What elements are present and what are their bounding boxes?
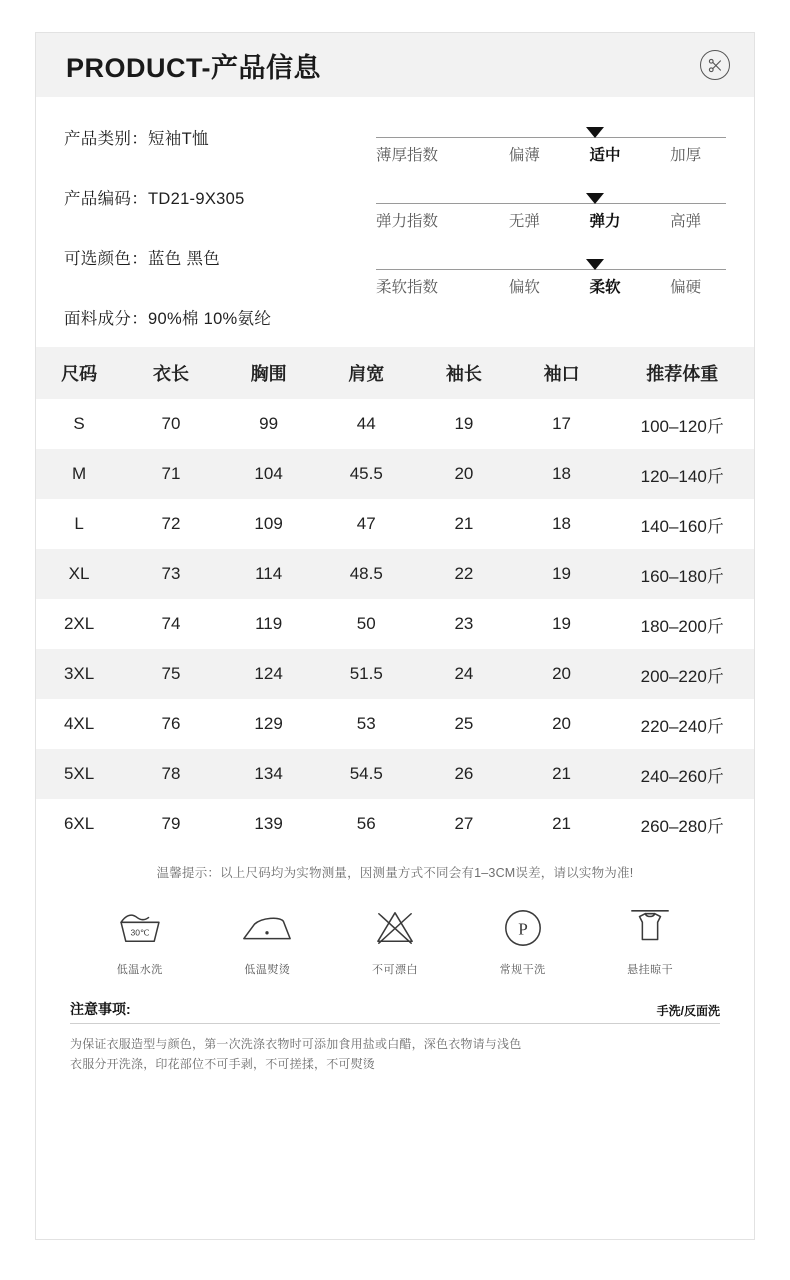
cell-sleeve: 21 (454, 514, 474, 533)
notes-header (70, 999, 720, 1024)
scale-thickness-labels (376, 143, 726, 165)
notes-body (70, 1024, 720, 1075)
cell-cuff: 19 (552, 614, 572, 633)
scale-softness-name: 柔软指数 (376, 279, 439, 296)
care-label-bleach: 不可漂白 (371, 964, 418, 976)
cell-shoulder: 47 (356, 514, 376, 533)
scale-softness-option-2: 偏硬 (670, 279, 702, 296)
care-item-hangdry (598, 903, 702, 977)
cell-shoulder: 53 (356, 714, 376, 733)
size-table-head (36, 347, 754, 399)
cell-bust: 119 (255, 614, 283, 633)
scale-elasticity-bar (376, 191, 726, 207)
cell-length: 76 (161, 714, 181, 733)
product-info-card (35, 32, 755, 1240)
scale-elasticity (376, 191, 726, 231)
cell-shoulder: 50 (356, 614, 376, 633)
cell-bust: 139 (254, 814, 283, 833)
care-item-wash (88, 903, 192, 977)
iron-icon (215, 903, 319, 953)
cell-cuff: 18 (552, 514, 572, 533)
attribute-category: 产品类别：短袖T恤 (64, 130, 209, 148)
table-header-row (36, 347, 754, 399)
svg-text:P: P (517, 919, 528, 939)
size-table-tips: 温馨提示：以上尺码均为实物测量，因测量方式不同会有1–3CM误差，请以实物为准! (156, 866, 634, 880)
table-row (36, 649, 754, 699)
notes-wash-method: 手洗/反面洗 (656, 1004, 720, 1018)
cell-bust: 124 (254, 664, 283, 683)
cell-sleeve: 25 (454, 714, 474, 733)
th-weight: 推荐体重 (610, 347, 754, 399)
cell-weight: 260–280斤 (640, 816, 724, 836)
notes-line-1: 为保证衣服造型与颜色，第一次洗涤衣物时可添加食用盐或白醋，深色衣物请与浅色 (70, 1037, 522, 1051)
table-row (36, 699, 754, 749)
cell-bust: 104 (254, 464, 283, 483)
cell-weight: 240–260斤 (640, 766, 724, 786)
scale-thickness-option-0: 偏薄 (508, 147, 540, 164)
attribute-fabric: 面料成分：90%棉 10%氨纶 (64, 310, 272, 328)
cell-bust: 109 (254, 514, 283, 533)
product-attributes (36, 125, 376, 329)
care-item-bleach (343, 903, 447, 977)
cell-size: 5XL (63, 764, 95, 783)
cell-size: 2XL (63, 614, 95, 633)
card-header (36, 33, 754, 97)
cell-bust: 129 (254, 714, 283, 733)
scale-thickness-marker (586, 127, 604, 138)
cell-length: 78 (161, 764, 181, 783)
care-label-dryclean: 常规干洗 (499, 964, 546, 976)
cell-bust: 99 (259, 414, 279, 433)
cell-weight: 160–180斤 (640, 566, 724, 586)
dry-clean-p-icon (471, 903, 575, 953)
cell-weight: 180–200斤 (640, 616, 724, 636)
notes-line-2: 衣服分开洗涤，印花部位不可手剥，不可搓揉，不可熨烫 (70, 1057, 376, 1072)
cell-weight: 140–160斤 (640, 516, 724, 536)
care-label-iron: 低温熨烫 (244, 964, 291, 976)
cell-size: L (74, 514, 84, 533)
scale-softness-option-1: 柔软 (589, 279, 621, 296)
cell-size: XL (68, 564, 90, 583)
scale-softness-marker (586, 259, 604, 270)
cell-shoulder: 56 (356, 814, 376, 833)
scale-thickness-option-1: 适中 (589, 147, 621, 164)
cell-weight: 220–240斤 (640, 716, 724, 736)
cell-weight: 120–140斤 (640, 466, 724, 486)
cell-shoulder: 51.5 (349, 664, 383, 683)
table-row (36, 549, 754, 599)
cell-sleeve: 24 (454, 664, 474, 683)
cell-cuff: 17 (552, 414, 572, 433)
no-bleach-icon (343, 903, 447, 953)
scale-elasticity-option-0: 无弹 (508, 213, 540, 230)
attribute-code: 产品编码：TD21-9X305 (64, 190, 245, 208)
scale-elasticity-option-2: 高弹 (670, 213, 702, 230)
notes-section (36, 985, 754, 1075)
th-cuff: 袖口 (513, 347, 611, 399)
care-instructions (36, 885, 754, 985)
cell-bust: 114 (255, 564, 283, 583)
scale-elasticity-option-1: 弹力 (589, 213, 621, 230)
scale-elasticity-marker (586, 193, 604, 204)
cell-size: 3XL (63, 664, 95, 683)
cell-length: 79 (161, 814, 181, 833)
table-row (36, 499, 754, 549)
scale-line (376, 137, 726, 138)
cell-weight: 100–120斤 (640, 416, 724, 436)
scale-line (376, 203, 726, 204)
attribute-colors: 可选颜色：蓝色 黑色 (64, 250, 221, 268)
scale-thickness-option-2: 加厚 (670, 147, 702, 164)
cell-sleeve: 23 (454, 614, 474, 633)
cell-shoulder: 45.5 (349, 464, 383, 483)
cell-shoulder: 54.5 (349, 764, 383, 783)
care-item-dryclean (471, 903, 575, 977)
cell-cuff: 20 (552, 664, 572, 683)
th-length: 衣长 (122, 347, 220, 399)
cell-sleeve: 26 (454, 764, 474, 783)
cell-sleeve: 22 (454, 564, 474, 583)
cell-shoulder: 48.5 (349, 564, 383, 583)
cell-cuff: 21 (552, 814, 572, 833)
cell-size: 6XL (63, 814, 95, 833)
cell-sleeve: 27 (454, 814, 474, 833)
care-item-iron (215, 903, 319, 977)
table-row (36, 399, 754, 449)
cell-bust: 134 (254, 764, 283, 783)
scale-elasticity-labels (376, 209, 726, 231)
size-table (36, 347, 754, 849)
cell-cuff: 19 (552, 564, 572, 583)
scale-softness-labels (376, 275, 726, 297)
care-label-hangdry: 悬挂晾干 (627, 964, 674, 976)
th-sleeve: 袖长 (415, 347, 513, 399)
cell-length: 75 (161, 664, 181, 683)
scale-line (376, 269, 726, 270)
table-row (36, 749, 754, 799)
product-scales (376, 125, 754, 329)
product-info-section (36, 97, 754, 347)
cell-size: S (73, 414, 85, 433)
cell-length: 74 (161, 614, 181, 633)
cell-cuff: 21 (552, 764, 572, 783)
cell-cuff: 18 (552, 464, 572, 483)
th-size: 尺码 (36, 347, 122, 399)
svg-text:30℃: 30℃ (130, 927, 150, 938)
cell-length: 70 (161, 414, 181, 433)
table-row (36, 599, 754, 649)
cell-weight: 200–220斤 (640, 666, 724, 686)
size-table-body (36, 399, 754, 849)
cell-length: 71 (161, 464, 181, 483)
th-shoulder: 肩宽 (317, 347, 415, 399)
page-title: PRODUCT-产品信息 (66, 52, 321, 83)
cell-sleeve: 19 (454, 414, 474, 433)
cell-sleeve: 20 (454, 464, 474, 483)
scale-thickness-name: 薄厚指数 (376, 147, 439, 164)
scale-thickness (376, 125, 726, 165)
cell-shoulder: 44 (356, 414, 376, 433)
notes-title: 注意事项: (70, 1001, 131, 1017)
table-row (36, 799, 754, 849)
scissors-icon (700, 50, 730, 80)
cell-size: 4XL (63, 714, 95, 733)
scale-softness-bar (376, 257, 726, 273)
hang-dry-icon (598, 903, 702, 953)
cell-size: M (71, 464, 87, 483)
wash-tub-icon (88, 903, 192, 953)
scale-softness (376, 257, 726, 297)
cell-cuff: 20 (552, 714, 572, 733)
scale-thickness-bar (376, 125, 726, 141)
th-bust: 胸围 (220, 347, 318, 399)
care-label-wash: 低温水洗 (116, 964, 163, 976)
scale-softness-option-0: 偏软 (508, 279, 540, 296)
cell-length: 73 (161, 564, 181, 583)
table-row (36, 449, 754, 499)
cell-length: 72 (161, 514, 181, 533)
scale-elasticity-name: 弹力指数 (376, 213, 439, 230)
